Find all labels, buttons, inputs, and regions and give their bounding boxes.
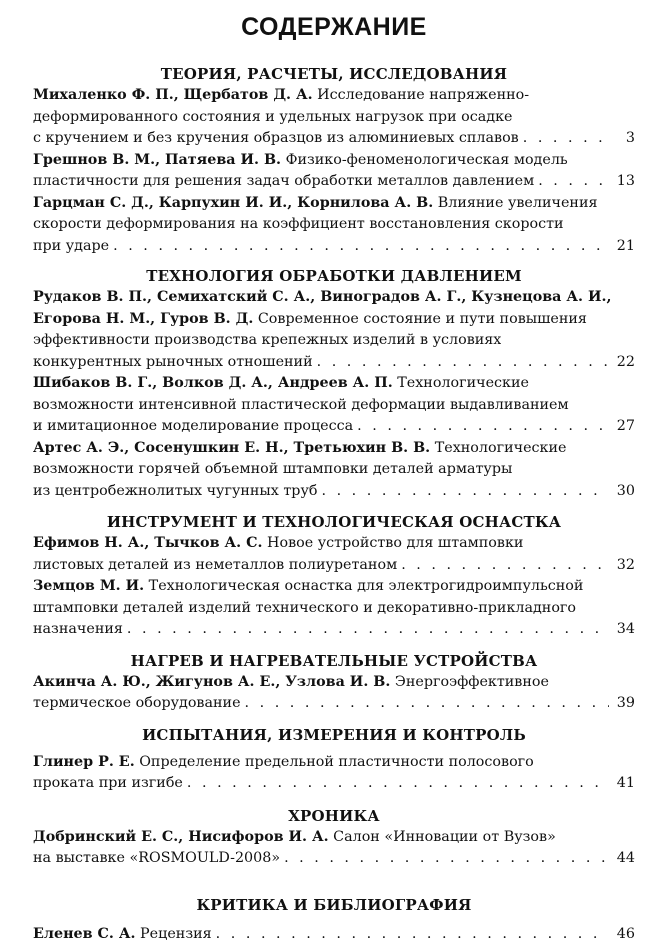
page-number: 32: [613, 555, 635, 577]
table-of-contents: [33, 10, 635, 945]
entry-authors: Рудаков В. П., Семихатский С. А., Виноградов А. Г., Кузнецова А. И.,: [33, 289, 611, 305]
page-number: 39: [613, 693, 635, 715]
toc-entry[interactable]: [33, 150, 635, 193]
entry-authors: Михаленко Ф. П., Щербатов Д. А.: [33, 87, 313, 103]
dot-leader: [523, 128, 609, 150]
entry-text: Новое устройство для штамповки: [262, 535, 523, 551]
entry-text: конкурентных рыночных отношений: [33, 352, 313, 374]
section-heading: ИСПЫТАНИЯ, ИЗМЕРЕНИЯ И КОНТРОЛЬ: [33, 724, 635, 746]
page-number: 21: [613, 236, 635, 258]
dot-leader: [401, 555, 609, 577]
toc-entry[interactable]: [33, 287, 635, 373]
entry-text: Физико-феноменологическая модель: [281, 152, 568, 168]
toc-entry[interactable]: [33, 672, 635, 715]
entry-text: деформированного состояния и удельных нагрузок при осадке: [33, 107, 513, 129]
dot-leader: [317, 352, 609, 374]
entry-text: на выставке «ROSMOULD-2008»: [33, 848, 280, 870]
page-number: 30: [613, 481, 635, 503]
section-heading: ТЕХНОЛОГИЯ ОБРАБОТКИ ДАВЛЕНИЕМ: [33, 265, 635, 287]
entry-text: при ударе: [33, 236, 109, 258]
toc-entry[interactable]: [33, 827, 635, 870]
section-heading: НАГРЕВ И НАГРЕВАТЕЛЬНЫЕ УСТРОЙСТВА: [33, 650, 635, 672]
entry-authors: Артес А. Э., Сосенушкин Е. Н., Третьюхин В. В.: [33, 440, 430, 456]
section-heading: ХРОНИКА: [33, 805, 635, 827]
toc-entry[interactable]: [33, 576, 635, 641]
dot-leader: [187, 773, 609, 795]
entry-text: пластичности для решения задач обработки металлов давлением: [33, 171, 534, 193]
dot-leader: [113, 236, 609, 258]
entry-authors: Добринский Е. С., Нисифоров И. А.: [33, 829, 329, 845]
entry-authors: Грешнов В. М., Патяева И. В.: [33, 152, 281, 168]
entry-text: листовых деталей из неметаллов полиуретаном: [33, 555, 397, 577]
entry-text: Влияние увеличения: [433, 195, 597, 211]
entry-authors: Земцов М. И.: [33, 578, 144, 594]
entry-text: Салон «Инновации от Вузов»: [329, 829, 556, 845]
entry-text: Технологические: [393, 375, 529, 391]
entry-text: Определение предельной пластичности полосового: [135, 754, 534, 770]
toc-section: [33, 724, 635, 795]
toc-section: [33, 650, 635, 715]
entry-authors: Гарцман С. Д., Карпухин И. И., Корнилова А. В.: [33, 195, 433, 211]
entry-text: Технологическая оснастка для электрогидроимпульсной: [144, 578, 583, 594]
entry-text: скорости деформирования на коэффициент восстановления скорости: [33, 214, 564, 236]
section-heading: ТЕОРИЯ, РАСЧЕТЫ, ИССЛЕДОВАНИЯ: [33, 63, 635, 85]
toc-section: [33, 265, 635, 502]
toc-section: [33, 63, 635, 257]
page-number: 34: [613, 619, 635, 641]
entry-text: назначения: [33, 619, 123, 641]
entry-text: штамповки деталей изделий технического и декоративно-прикладного: [33, 598, 576, 620]
dot-leader: [357, 416, 609, 438]
entry-text: возможности горячей объемной штамповки деталей арматуры: [33, 459, 512, 481]
entry-authors: Егорова Н. М., Гуров В. Д.: [33, 311, 253, 327]
page-number: 41: [613, 773, 635, 795]
toc-entry[interactable]: [33, 533, 635, 576]
entry-text: эффективности производства крепежных изделий в условиях: [33, 330, 501, 352]
entry-text: возможности интенсивной пластической деформации выдавливанием: [33, 395, 569, 417]
dot-leader: [216, 924, 609, 945]
toc-entry[interactable]: [33, 373, 635, 438]
entry-authors: Еленев С. А.: [33, 926, 136, 942]
dot-leader: [245, 693, 609, 715]
page-number: 46: [613, 924, 635, 945]
toc-section: [33, 511, 635, 641]
entry-text: Современное состояние и пути повышения: [253, 311, 587, 327]
page-number: 27: [613, 416, 635, 438]
dot-leader: [321, 481, 609, 503]
entry-text: Рецензия: [136, 926, 212, 942]
page-title: СОДЕРЖАНИЕ: [33, 10, 635, 44]
toc-entry[interactable]: [33, 85, 635, 150]
entry-text: проката при изгибе: [33, 773, 183, 795]
dot-leader: [538, 171, 609, 193]
toc-entry[interactable]: [33, 924, 635, 945]
dot-leader: [127, 619, 609, 641]
toc-section: [33, 894, 635, 945]
page-number: 44: [613, 848, 635, 870]
entry-text: термическое оборудование: [33, 693, 241, 715]
toc-entry[interactable]: [33, 752, 635, 795]
entry-text: Технологические: [430, 440, 566, 456]
entry-text: Исследование напряженно-: [313, 87, 529, 103]
dot-leader: [284, 848, 609, 870]
entry-text: Энергоэффективное: [390, 674, 549, 690]
entry-authors: Шибаков В. Г., Волков Д. А., Андреев А. П.: [33, 375, 393, 391]
section-heading: ИНСТРУМЕНТ И ТЕХНОЛОГИЧЕСКАЯ ОСНАСТКА: [33, 511, 635, 533]
entry-authors: Акинча А. Ю., Жигунов А. Е., Узлова И. В.: [33, 674, 390, 690]
page-number: 13: [613, 171, 635, 193]
entry-authors: Ефимов Н. А., Тычков А. С.: [33, 535, 262, 551]
entry-authors: Глинер Р. Е.: [33, 754, 135, 770]
toc-section: [33, 805, 635, 870]
page-number: 3: [613, 128, 635, 150]
toc-entry[interactable]: [33, 438, 635, 503]
entry-text: с кручением и без кручения образцов из алюминиевых сплавов: [33, 128, 519, 150]
entry-text: из центробежнолитых чугунных труб: [33, 481, 317, 503]
toc-entry[interactable]: [33, 193, 635, 258]
entry-text: и имитационное моделирование процесса: [33, 416, 353, 438]
page-number: 22: [613, 352, 635, 374]
section-heading: КРИТИКА И БИБЛИОГРАФИЯ: [33, 894, 635, 916]
